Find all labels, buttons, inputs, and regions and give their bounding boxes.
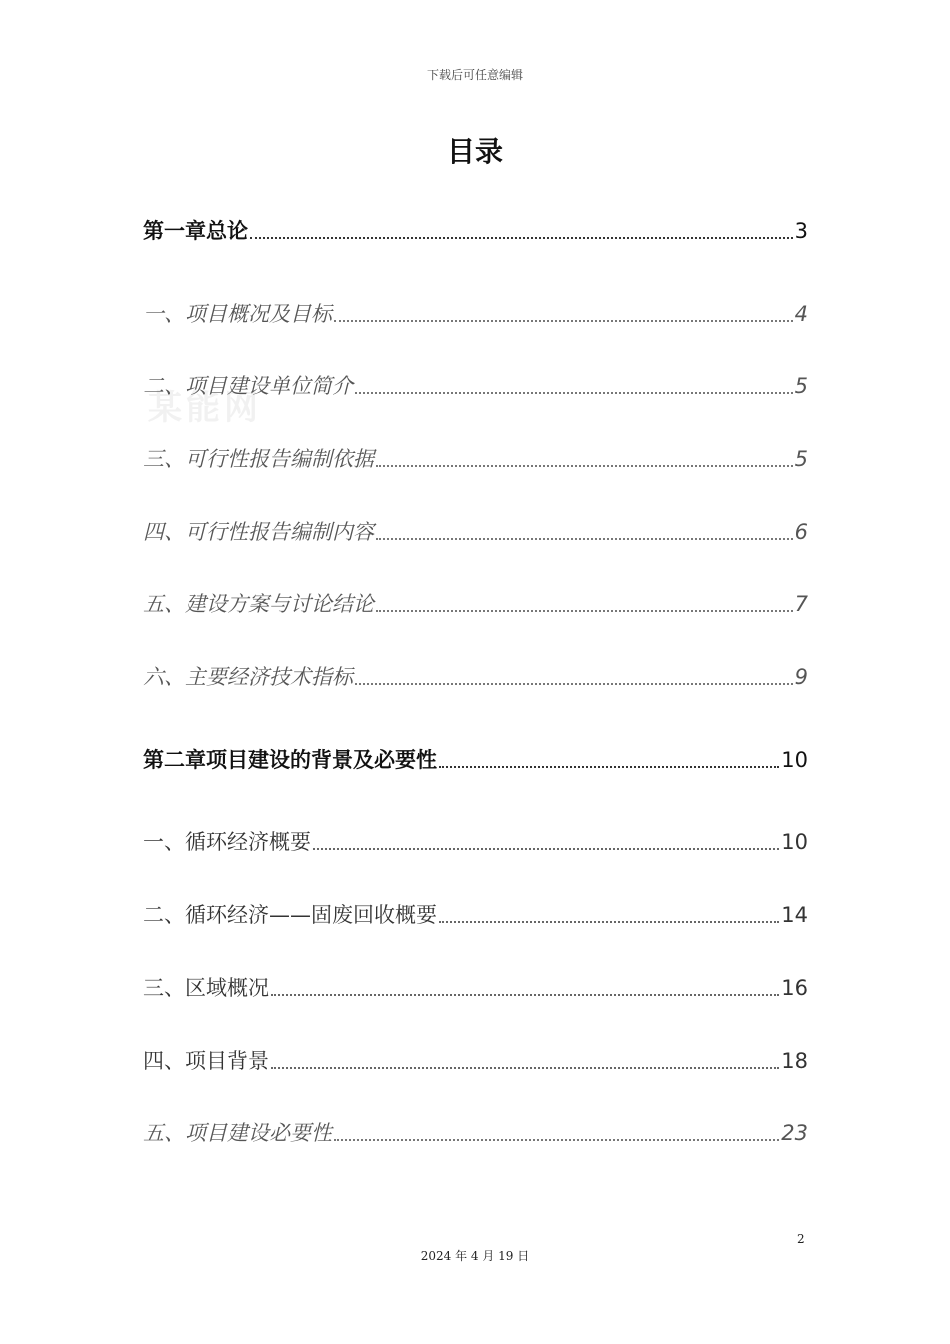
toc-leader-dots (250, 236, 793, 239)
toc-entry-label: 三、区域概况 (143, 976, 269, 1000)
toc-entry-page: 5 (794, 374, 808, 398)
toc-entry[interactable] (143, 1045, 808, 1077)
toc-entry[interactable] (143, 899, 808, 931)
toc-entry[interactable] (143, 443, 808, 475)
toc-entry[interactable] (143, 972, 808, 1004)
toc-entry-label: 一、项目概况及目标 (143, 302, 332, 326)
toc-leader-dots (334, 319, 793, 322)
toc-leader-dots (439, 920, 779, 923)
toc-entry[interactable] (143, 215, 808, 247)
toc-entry-page: 9 (794, 665, 808, 689)
footer-date: 2024 年 4 月 19 日 (420, 1249, 530, 1263)
toc-entry-page: 5 (794, 447, 808, 471)
toc-entry[interactable] (143, 1117, 808, 1149)
toc-leader-dots (313, 847, 779, 850)
toc-entry-page: 16 (781, 976, 808, 1000)
toc-entry-page: 6 (794, 520, 808, 544)
toc-leader-dots (439, 765, 779, 768)
toc-entry-label: 五、项目建设必要性 (143, 1121, 332, 1145)
toc-entry-label: 一、循环经济概要 (143, 830, 311, 854)
toc-entry-page: 23 (781, 1121, 808, 1145)
toc-entry-label: 二、循环经济——固废回收概要 (143, 903, 437, 927)
toc-leader-dots (376, 537, 793, 540)
toc-entry[interactable] (143, 370, 808, 402)
toc-leader-dots (355, 682, 793, 685)
toc-entry-label: 三、可行性报告编制依据 (143, 447, 374, 471)
toc-entry[interactable] (143, 661, 808, 693)
toc-entry[interactable] (143, 744, 808, 776)
toc-entry-label: 六、主要经济技术指标 (143, 665, 353, 689)
toc-leader-dots (334, 1138, 779, 1141)
toc-leader-dots (376, 464, 793, 467)
toc-entry-page: 18 (781, 1049, 808, 1073)
toc-entry-label: 四、可行性报告编制内容 (143, 520, 374, 544)
header-note: 下载后可任意编辑 (426, 68, 523, 82)
toc-entry-page: 10 (781, 830, 808, 854)
toc-entry[interactable] (143, 588, 808, 620)
toc-entry-page: 7 (794, 592, 808, 616)
toc-entry-label: 五、建设方案与讨论结论 (143, 592, 374, 616)
watermark: 某能网 (148, 388, 262, 428)
page-number: 2 (797, 1232, 805, 1246)
toc-entry[interactable] (143, 516, 808, 548)
toc-entry[interactable] (143, 298, 808, 330)
toc-entry-page: 3 (794, 219, 808, 243)
toc-entry[interactable] (143, 826, 808, 858)
toc-entry-page: 4 (794, 302, 808, 326)
toc-entry-label: 四、项目背景 (143, 1049, 269, 1073)
toc-entry-page: 10 (781, 748, 808, 772)
toc-leader-dots (271, 993, 779, 996)
toc-leader-dots (271, 1066, 779, 1069)
toc-entry-label: 第二章项目建设的背景及必要性 (143, 748, 437, 772)
toc-leader-dots (355, 391, 793, 394)
toc-entry-label: 第一章总论 (143, 219, 248, 243)
page-title: 目录 (446, 135, 503, 168)
toc-entry-page: 14 (781, 903, 808, 927)
toc-entry-label: 二、项目建设单位简介 (143, 374, 353, 398)
toc-leader-dots (376, 609, 793, 612)
